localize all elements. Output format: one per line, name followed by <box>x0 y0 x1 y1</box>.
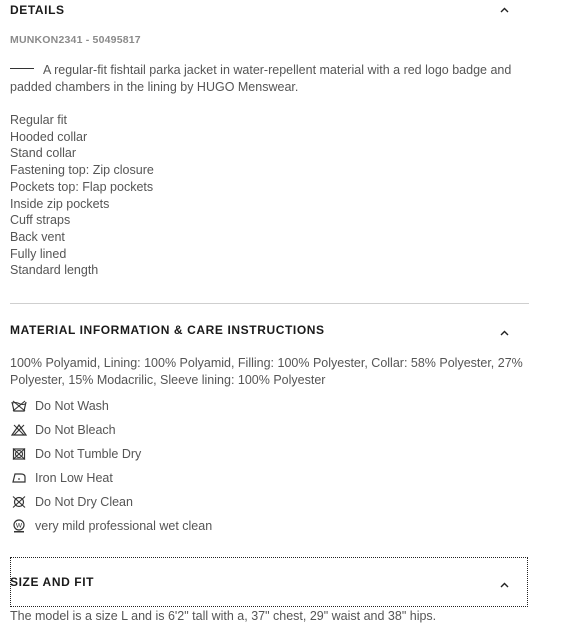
feature-item: Back vent <box>10 229 65 244</box>
wet-clean-icon <box>10 519 27 533</box>
feature-item: Regular fit <box>10 113 67 127</box>
do-not-dry-clean-icon <box>10 495 27 509</box>
chevron-up-icon[interactable] <box>497 3 511 17</box>
do-not-tumble-dry-icon <box>10 447 27 461</box>
material-header[interactable] <box>10 318 529 342</box>
care-label: Do Not Wash <box>35 399 109 413</box>
feature-item: Standard length <box>10 263 99 278</box>
feature-item: Hooded collar <box>10 129 88 144</box>
feature-item: Fully lined <box>10 246 67 261</box>
care-item-do-not-wash <box>10 394 212 418</box>
care-item-do-not-bleach <box>10 418 212 442</box>
details-header[interactable] <box>10 0 529 22</box>
size-fit-text: The model is a size L and is 6'2" tall with a, 37" chest, 29" waist and 38" hips. <box>10 609 437 623</box>
do-not-bleach-icon <box>10 423 27 437</box>
do-not-wash-icon <box>10 399 27 413</box>
care-label: Do Not Bleach <box>35 423 116 437</box>
care-list <box>10 394 212 538</box>
material-composition: 100% Polyamid, Lining: 100% Polyamid, Filling: 100% Polyester, Collar: 58% Polyester, 27% Polyester, 15% Modacrilic, Sleeve lining: 100% Polyester <box>10 356 523 387</box>
iron-low-heat-icon <box>10 471 27 485</box>
care-label: very mild professional wet clean <box>35 519 213 533</box>
care-label: Iron Low Heat <box>35 471 113 485</box>
feature-list <box>10 112 154 279</box>
feature-item: Inside zip pockets <box>10 196 110 211</box>
product-sku: MUNKON2341 - 50495817 <box>10 34 141 46</box>
product-description <box>10 62 520 96</box>
feature-item: Fastening top: Zip closure <box>10 163 154 178</box>
dash-divider <box>10 68 34 69</box>
size-header[interactable] <box>10 570 529 594</box>
feature-item: Cuff straps <box>10 213 71 228</box>
size-title: SIZE AND FIT <box>10 575 95 589</box>
description-text: A regular-fit fishtail parka jacket in water-repellent material with a red logo badge and padded chambers in the lining by HUGO Menswear. <box>10 63 512 94</box>
care-item-do-not-dry-clean <box>10 490 212 514</box>
care-item-iron-low-heat <box>10 466 212 490</box>
material-title: MATERIAL INFORMATION & CARE INSTRUCTIONS <box>10 323 325 337</box>
details-title: DETAILS <box>10 3 65 17</box>
chevron-up-icon[interactable] <box>497 578 511 592</box>
care-label: Do Not Dry Clean <box>35 495 133 509</box>
feature-item: Stand collar <box>10 146 77 161</box>
care-item-do-not-tumble-dry <box>10 442 212 466</box>
chevron-up-icon[interactable] <box>497 326 511 340</box>
care-label: Do Not Tumble Dry <box>35 447 142 461</box>
section-divider <box>10 303 529 304</box>
feature-item: Pockets top: Flap pockets <box>10 179 154 194</box>
care-item-wet-clean <box>10 514 212 538</box>
svg-text:W: W <box>15 521 22 530</box>
